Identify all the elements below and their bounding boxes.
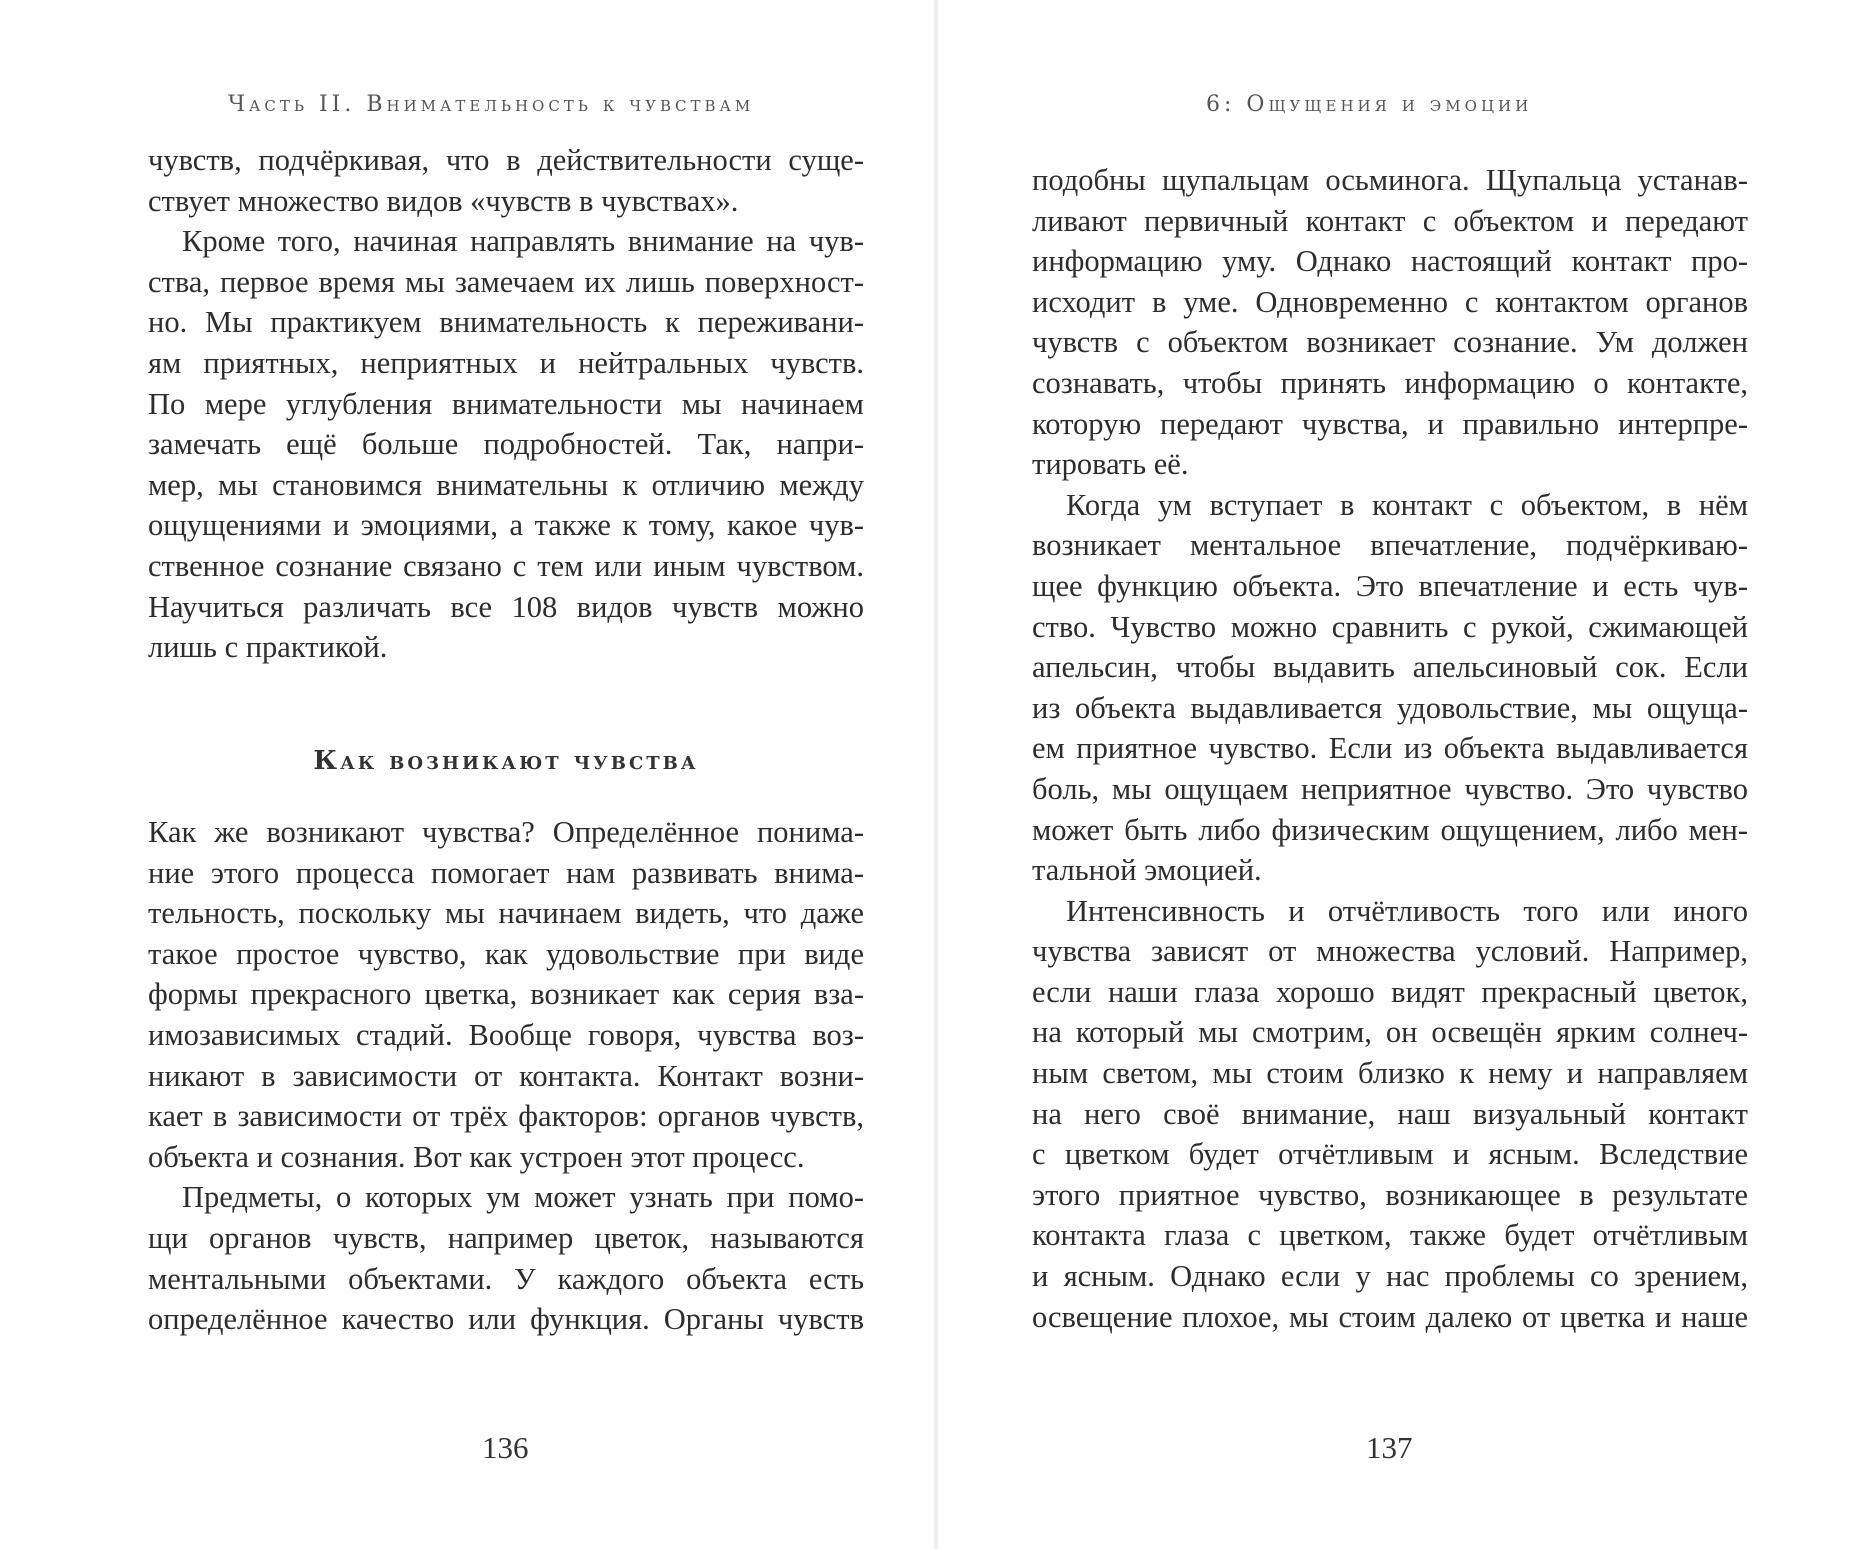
- left-text-block-1: [148, 140, 864, 668]
- text-line: информацию уму. Однако настоящий контакт про-: [1032, 244, 1748, 279]
- text-line: ливают первичный контакт с объектом и передают: [1032, 203, 1748, 238]
- text-line: Когда ум вступает в контакт с объектом, в нём: [1066, 487, 1748, 522]
- text-line: Интенсивность и отчётливость того или иного: [1066, 893, 1748, 928]
- right-page: [936, 0, 1872, 1549]
- text-line: которую передают чувства, и правильно интерпре-: [1032, 406, 1748, 441]
- text-line: но. Мы практикуем внимательность к переживани-: [148, 305, 864, 340]
- text-line: имозависимых стадий. Вообще говоря, чувства воз-: [148, 1017, 864, 1052]
- text-line: если наши глаза хорошо видят прекрасный цветок,: [1032, 974, 1748, 1009]
- text-line: мер, мы становимся внимательны к отличию между: [148, 467, 864, 502]
- text-line: лишь с практикой.: [148, 630, 388, 665]
- text-line: исходит в уме. Одновременно с контактом органов: [1032, 284, 1748, 319]
- text-line: тировать её.: [1032, 447, 1189, 482]
- text-line: этого приятное чувство, возникающее в результате: [1032, 1177, 1748, 1212]
- text-line: чувств с объектом возникает сознание. Ум должен: [1032, 325, 1748, 360]
- right-text-block: [1032, 160, 1748, 1337]
- text-line: чувств, подчёркивая, что в действительности суще-: [148, 143, 864, 177]
- text-line: ство. Чувство можно сравнить с рукой, сжимающей: [1032, 609, 1748, 644]
- text-line: ства, первое время мы замечаем их лишь поверхност-: [148, 264, 864, 299]
- text-line: ние этого процесса помогает нам развивать внима-: [148, 855, 864, 890]
- left-text-block-2: [148, 812, 864, 1340]
- text-line: ощущениями и эмоциями, а также к тому, какое чув-: [148, 508, 864, 543]
- text-line: формы прекрасного цветка, возникает как серия вза-: [148, 977, 864, 1012]
- text-line: и ясным. Однако если у нас проблемы со зрением,: [1032, 1259, 1748, 1294]
- text-line: с цветком будет отчётливым и ясным. Вследствие: [1032, 1137, 1748, 1172]
- text-line: возникает ментальное впечатление, подчёркиваю-: [1032, 528, 1748, 563]
- text-line: ным светом, мы стоим близко к нему и направляем: [1032, 1056, 1748, 1091]
- text-line: освещение плохое, мы стоим далеко от цветка и наше: [1032, 1299, 1748, 1334]
- text-line: боль, мы ощущаем неприятное чувство. Это чувство: [1032, 771, 1748, 806]
- text-line: ментальными объектами. У каждого объекта есть: [148, 1261, 864, 1296]
- text-line: никают в зависимости от контакта. Контакт возни-: [148, 1058, 864, 1093]
- text-line: апельсин, чтобы выдавить апельсиновый сок. Если: [1032, 650, 1748, 685]
- text-line: ствует множество видов «чувств в чувствах».: [148, 183, 739, 218]
- text-line: определённое качество или функция. Органы чувств: [148, 1302, 864, 1337]
- text-line: на него своё внимание, наш визуальный контакт: [1032, 1096, 1748, 1131]
- right-page-number: 137: [1366, 1430, 1413, 1465]
- text-line: чувства зависят от множества условий. Например,: [1032, 934, 1748, 969]
- text-line: Как же возникают чувства? Определённое понима-: [148, 815, 864, 849]
- text-line: подобны щупальцам осьминога. Щупальца устанав-: [1032, 163, 1748, 197]
- text-line: тальной эмоцией.: [1032, 853, 1262, 888]
- text-line: ям приятных, неприятных и нейтральных чувств.: [148, 345, 864, 380]
- text-line: По мере углубления внимательности мы начинаем: [148, 386, 864, 421]
- right-running-head: 6: Ощущения и эмоции: [1206, 92, 1533, 117]
- text-line: тельность, поскольку мы начинаем видеть, что даже: [148, 896, 864, 931]
- text-line: контакта глаза с цветком, также будет отчётливым: [1032, 1218, 1748, 1253]
- text-line: сознавать, чтобы принять информацию о контакте,: [1032, 365, 1748, 400]
- text-line: ем приятное чувство. Если из объекта выдавливается: [1032, 731, 1748, 766]
- text-line: Научиться различать все 108 видов чувств можно: [148, 589, 864, 624]
- left-page-number: 136: [482, 1430, 529, 1465]
- text-line: щи органов чувств, например цветок, называются: [148, 1220, 864, 1255]
- text-line: щее функцию объекта. Это впечатление и есть чув-: [1032, 568, 1748, 603]
- text-line: Кроме того, начиная направлять внимание на чув-: [182, 224, 864, 259]
- text-line: из объекта выдавливается удовольствие, мы ощуща-: [1032, 690, 1748, 725]
- section-heading: Как возникают чувства: [313, 746, 699, 776]
- text-line: Предметы, о которых ум может узнать при помо-: [182, 1180, 864, 1215]
- text-line: такое простое чувство, как удовольствие при виде: [148, 936, 864, 971]
- text-line: ственное сознание связано с тем или иным чувством.: [148, 548, 864, 583]
- text-line: на который мы смотрим, он освещён ярким солнеч-: [1032, 1015, 1748, 1050]
- text-line: кает в зависимости от трёх факторов: органов чувств,: [148, 1099, 864, 1134]
- left-running-head: Часть II. Внимательность к чувствам: [228, 92, 755, 117]
- text-line: объекта и сознания. Вот как устроен этот процесс.: [148, 1139, 805, 1174]
- text-line: может быть либо физическим ощущением, либо мен-: [1032, 812, 1748, 847]
- text-line: замечать ещё больше подробностей. Так, напри-: [148, 427, 864, 462]
